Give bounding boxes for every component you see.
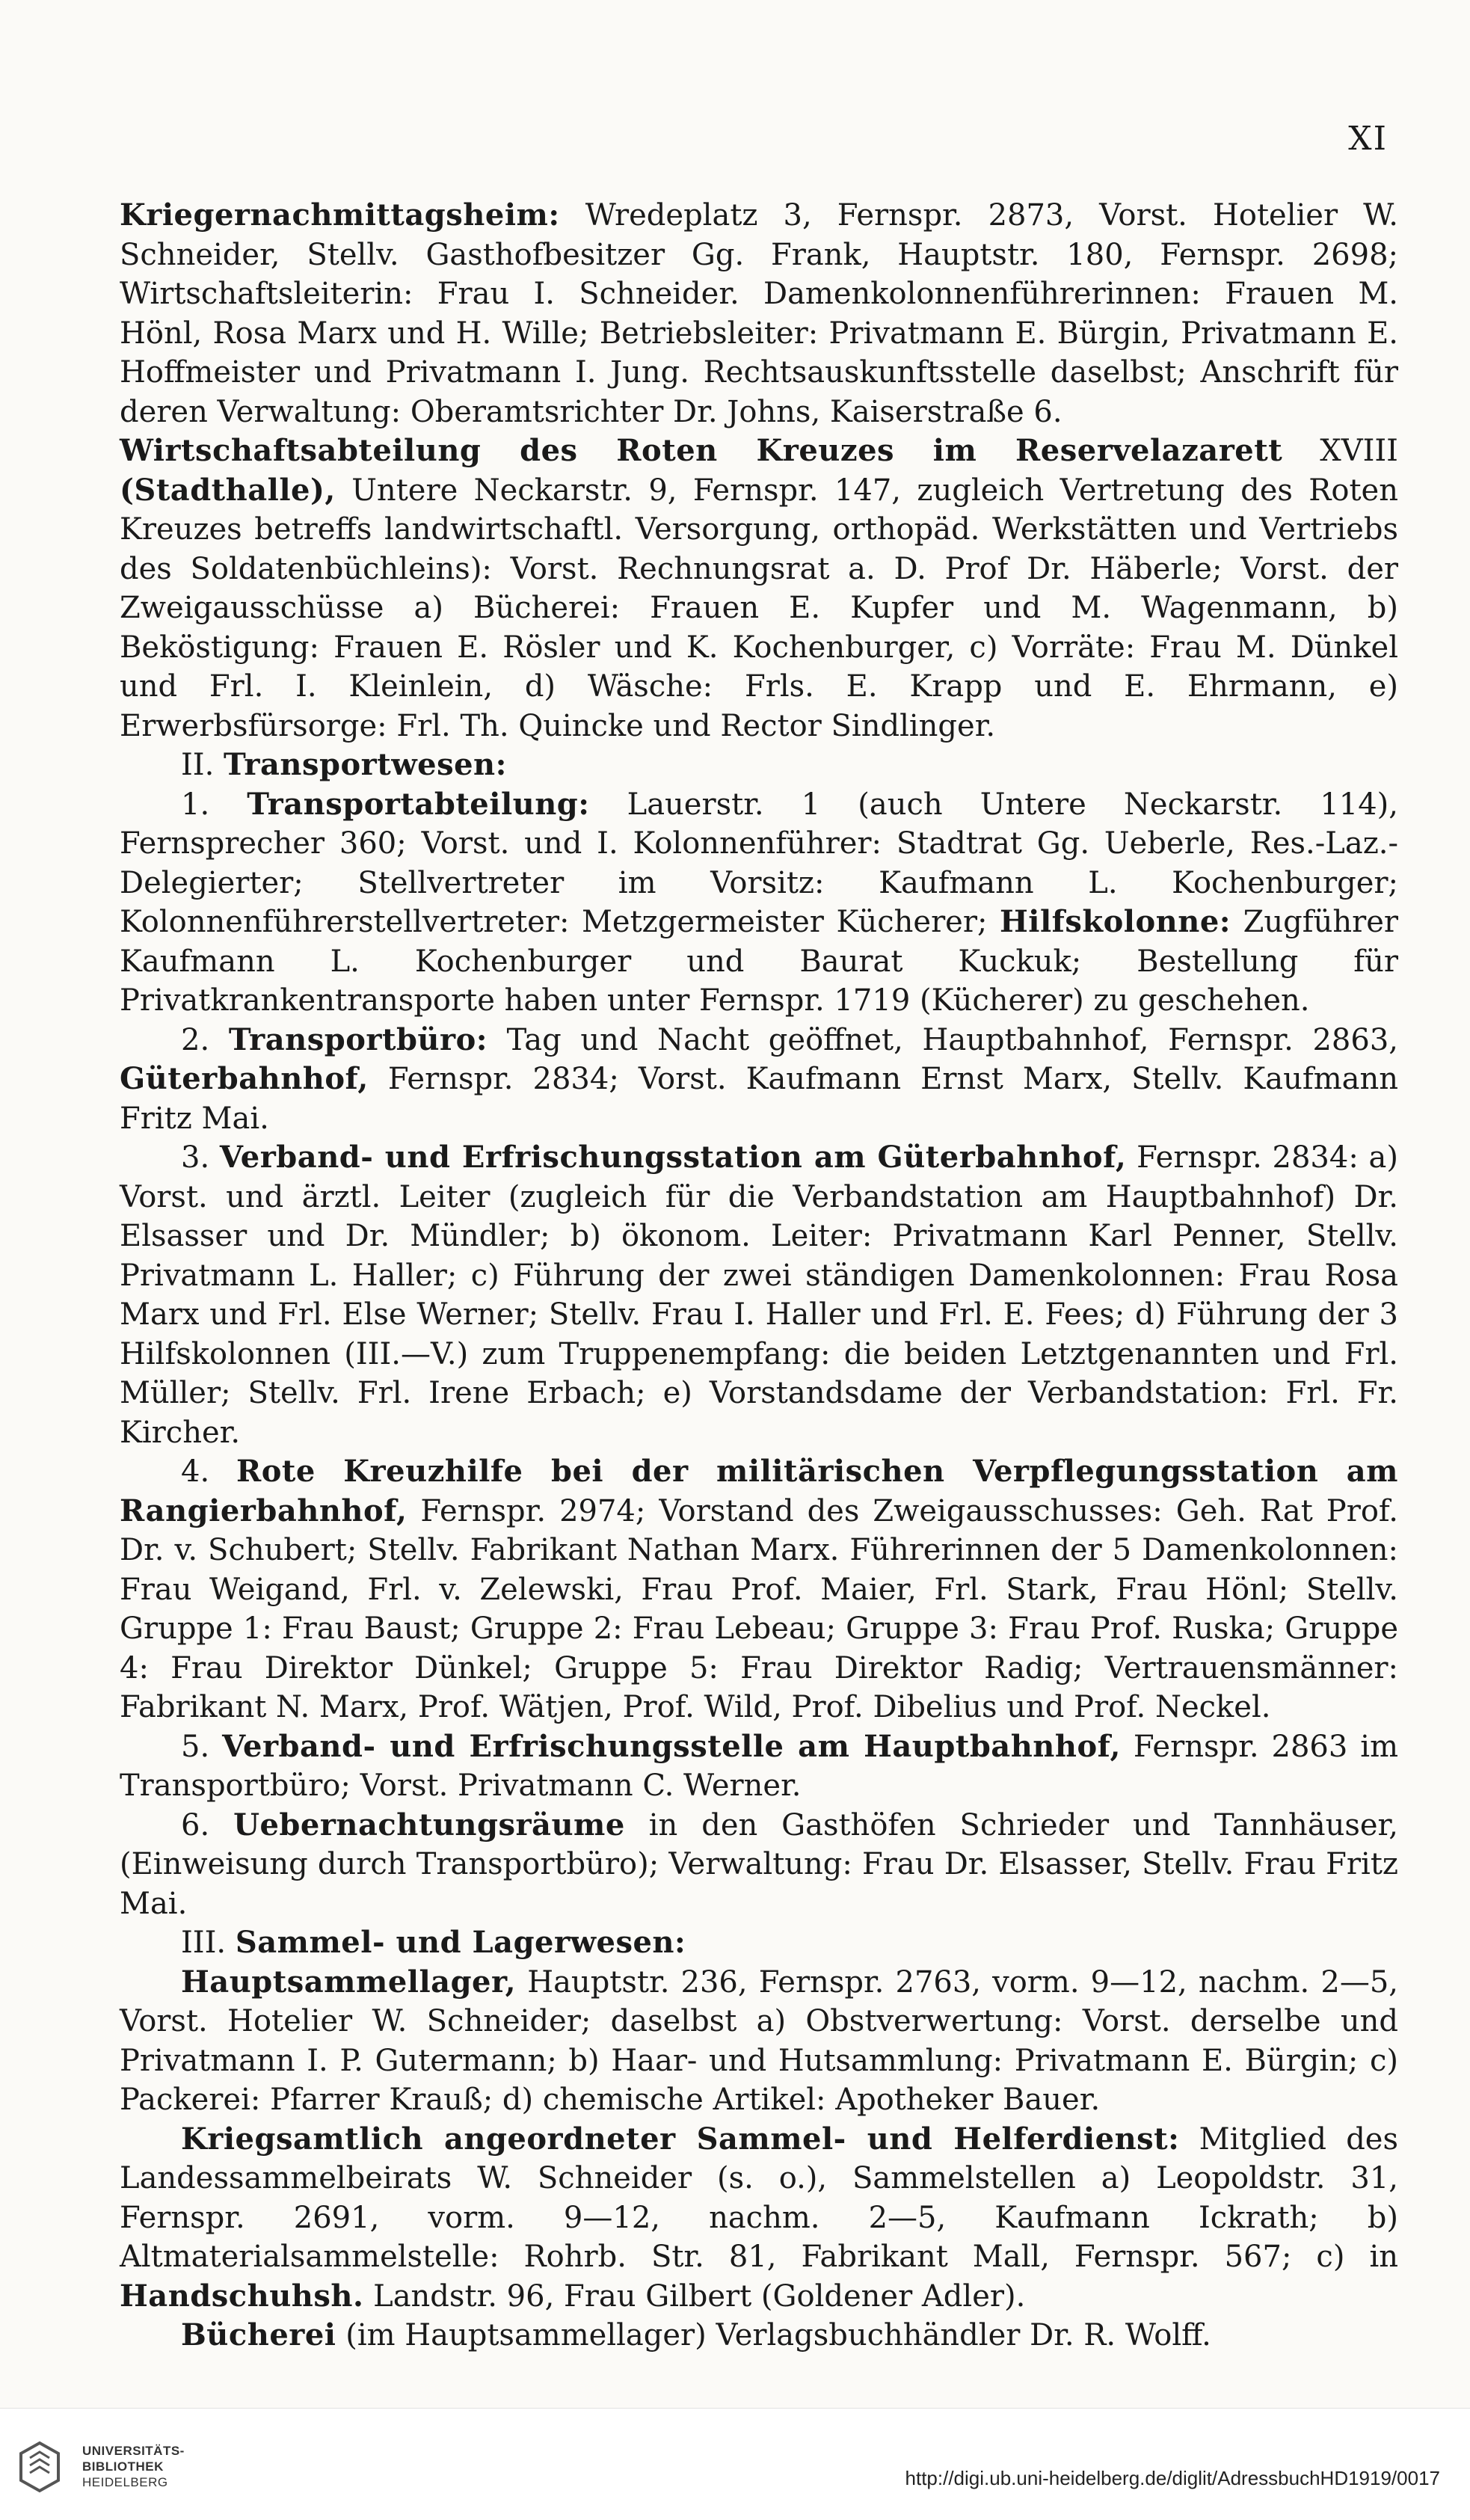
entry-body: Wredeplatz 3, Fernspr. 2873, Vorst. Hotelier W. Schneider, Stellv. Gasthofbesitzer Gg. Frank, Hauptstr. 180, Fernspr. 2698; Wirtschaftsleiterin: Frau I. Schneider. Damenkolonnenführerinnen: Frauen M. Hönl, Rosa Marx und H. Wille; Betriebsleiter: Privatmann E. Bürgin, Privatmann E. Hoffmeister und Privatmann I. Jung. Rechtsauskunftsstelle daselbst; Anschrift für deren Verwaltung: Oberamtsrichter Dr. Johns, Kaiserstraße 6. bbox=[120, 198, 1398, 429]
entry-number: 4. bbox=[181, 1454, 210, 1489]
entry-body: Fernspr. 2863 im Transportbüro; Vorst. Privatmann C. Werner. bbox=[120, 1729, 1398, 1803]
library-name-line: UNIVERSITÄTS- bbox=[82, 2444, 185, 2458]
section-title: Transportwesen: bbox=[224, 747, 507, 782]
page-text bbox=[120, 196, 1398, 2355]
entry-body: Fernspr. 2974; Vorstand des Zweigausschusses: Geh. Rat Prof. Dr. v. Schubert; Stellv. Fabrikant Nathan Marx. Führerinnen der 5 Damenkolonnen: Frau Weigand, Frl. v. Zelewski, Frau Prof. Maier, Frl. Stark, Frau Hönl; Stellv. Gruppe 1: Frau Baust; Gruppe 2: Frau Lebeau; Gruppe 3: Frau Prof. Ruska; Gruppe 4: Frau Direktor Dünkel; Gruppe 5: Frau Direktor Radig; Vertrauensmänner: Fabrikant N. Marx, Prof. Wätjen, Prof. Wild, Prof. Dibelius und Prof. Neckel. bbox=[120, 1493, 1398, 1724]
viewer-footer bbox=[0, 2408, 1470, 2520]
entry-body-2: Landstr. 96, Frau Gilbert (Goldener Adler). bbox=[363, 2278, 1026, 2314]
entry-number: 5. bbox=[181, 1729, 210, 1764]
university-library-logo-icon[interactable] bbox=[16, 2440, 63, 2494]
entry-number: 2. bbox=[181, 1022, 210, 1057]
entry-body: Mitglied des Landessammelbeirats W. Schneider (s. o.), Sammelstellen a) Leopoldstr. 31, Fernspr. 2691, vorm. 9—12, nachm. 2—5, Kaufmann Ickrath; b) Altmaterialsammelstelle: Rohrb. Str. 81, Fabrikant Mall, Fernspr. 567; c) in bbox=[120, 2121, 1399, 2274]
entry-heading-2: Handschuhsh. bbox=[120, 2278, 364, 2314]
entry-heading: Verband- und Erfrischungsstelle am Hauptbahnhof, bbox=[222, 1728, 1121, 1764]
section-heading-sammelwesen bbox=[120, 1923, 1398, 1963]
entry-buecherei bbox=[120, 2316, 1398, 2355]
entry-body: (im Hauptsammellager) Verlagsbuchhändler Dr. R. Wolff. bbox=[336, 2318, 1211, 2352]
entry-heading-2: Hilfskolonne: bbox=[1000, 904, 1231, 939]
entry-number: 6. bbox=[181, 1807, 210, 1843]
entry-body: Untere Neckarstr. 9, Fernspr. 147, zugleich Vertretung des Roten Kreuzes betreffs landwirtschaftl. Versorgung, orthopäd. Werkstätten und Vertriebs des Soldatenbüchleins): Vorst. Rechnungsrat a. D. Prof Dr. Häberle; Vorst. der Zweigausschüsse a) Bücherei: Frauen E. Kupfer und M. Wagenmann, b) Beköstigung: Frauen E. Rösler und K. Kochenburger, c) Vorräte: Frau M. Dünkel und Frl. I. Kleinlein, d) Wäsche: Frls. E. Krapp und E. Ehrmann, e) Erwerbsfürsorge: Frl. Th. Quincke und Rector Sindlinger. bbox=[120, 473, 1398, 743]
entry-transportbuero bbox=[120, 1021, 1398, 1139]
entry-verbandstelle-hauptbahnhof bbox=[120, 1727, 1398, 1806]
entry-heading: Bücherei bbox=[181, 2317, 336, 2352]
entry-uebernachtungsraeume bbox=[120, 1806, 1398, 1924]
entry-heading-2: Güterbahnhof, bbox=[120, 1061, 369, 1096]
library-name bbox=[82, 2443, 185, 2490]
entry-body: in den Gasthöfen Schrieder und Tannhäuser, (Einweisung durch Transportbüro); Verwaltung: Frau Dr. Elsasser, Stellv. Frau Fritz Mai. bbox=[120, 1807, 1398, 1921]
section-heading-transportwesen bbox=[120, 746, 1398, 785]
entry-body: Hauptstr. 236, Fernspr. 2763, vorm. 9—12, nachm. 2—5, Vorst. Hotelier W. Schneider; daselbst a) Obstverwertung: Vorst. derselbe und Privatmann I. P. Gutermann; b) Haar- und Hutsammlung: Privatmann E. Bürgin; c) Packerei: Pfarrer Krauß; d) chemische Artikel: Apotheker Bauer. bbox=[120, 1964, 1398, 2117]
entry-heading: Wirtschaftsabteilung des Roten Kreuzes im Reservelazarett bbox=[120, 433, 1283, 468]
entry-heading: Uebernachtungsräume bbox=[233, 1807, 625, 1843]
entry-body: Fernspr. 2834: a) Vorst. und ärztl. Leiter (zugleich für die Verbandstation am Hauptbahnhof) Dr. Elsasser und Dr. Mündler; b) ökonom. Leiter: Privatmann Karl Penner, Stellv. Privatmann L. Haller; c) Führung der zwei ständigen Damenkolonnen: Frau Rosa Marx und Frl. Else Werner; Stellv. Frau I. Haller und Frl. E. Fees; d) Führung der 3 Hilfskolonnen (III.—V.) zum Truppenempfang: die beiden Letztgenannten und Frl. Müller; Stellv. Frl. Irene Erbach; e) Vorstandsdame der Verbandstation: Frl. Fr. Kircher. bbox=[120, 1140, 1398, 1450]
entry-heading: Kriegernachmittagsheim: bbox=[120, 197, 560, 233]
entry-heading: Hauptsammellager, bbox=[181, 1964, 517, 2000]
entry-number: 3. bbox=[181, 1140, 210, 1175]
section-number: II. bbox=[181, 748, 215, 782]
entry-sammel-helferdienst bbox=[120, 2120, 1398, 2317]
entry-heading: Transportbüro: bbox=[228, 1021, 488, 1057]
entry-body-2: Fernspr. 2834; Vorst. Kaufmann Ernst Marx, Stellv. Kaufmann Fritz Mai. bbox=[120, 1062, 1398, 1136]
library-name-line: HEIDELBERG bbox=[82, 2475, 168, 2489]
entry-body: Lauerstr. 1 (auch Untere Neckarstr. 114), Fernsprecher 360; Vorst. und I. Kolonnenführer: Stadtrat Gg. Ueberle, Res.-Laz.-Delegierter; Stellvertreter im Vorsitz: Kaufmann L. Kochenburger; Kolonnenführerstellvertreter: Metzgermeister Kücherer; bbox=[120, 787, 1398, 939]
entry-number: XVIII bbox=[1282, 434, 1398, 468]
entry-body: Tag und Nacht geöffnet, Hauptbahnhof, Fernspr. 2863, bbox=[488, 1022, 1398, 1057]
section-title: Sammel- und Lagerwesen: bbox=[235, 1925, 686, 1960]
entry-heading: Rote Kreuzhilfe bei der militärischen Verpflegungsstation am Rangierbahnhof, bbox=[120, 1454, 1399, 1528]
entry-verbandstation-gueterbahnhof bbox=[120, 1138, 1398, 1452]
entry-number: 1. bbox=[181, 787, 210, 822]
permalink-url[interactable]: http://digi.ub.uni-heidelberg.de/diglit/AdressbuchHD1919/0017 bbox=[905, 2467, 1440, 2489]
entry-kriegernachmittagsheim bbox=[120, 196, 1398, 431]
page-number: XI bbox=[1348, 120, 1388, 158]
entry-hauptsammellager bbox=[120, 1963, 1398, 2120]
entry-wirtschaftsabteilung bbox=[120, 431, 1398, 746]
section-number: III. bbox=[181, 1926, 227, 1960]
entry-heading-2: (Stadthalle), bbox=[120, 472, 336, 508]
entry-body-2: Zugführer Kaufmann L. Kochenburger und Baurat Kuckuk; Bestellung für Privatkrankentransporte haben unter Fernspr. 1719 (Kücherer) zu geschehen. bbox=[120, 905, 1398, 1018]
entry-heading: Verband- und Erfrischungsstation am Güterbahnhof, bbox=[219, 1140, 1127, 1175]
library-name-line: BIBLIOTHEK bbox=[82, 2459, 164, 2474]
entry-heading: Transportabteilung: bbox=[247, 786, 590, 822]
entry-heading: Kriegsamtlich angeordneter Sammel- und Helferdienst: bbox=[181, 2121, 1180, 2157]
entry-rote-kreuzhilfe bbox=[120, 1452, 1398, 1727]
entry-transportabteilung bbox=[120, 785, 1398, 1021]
